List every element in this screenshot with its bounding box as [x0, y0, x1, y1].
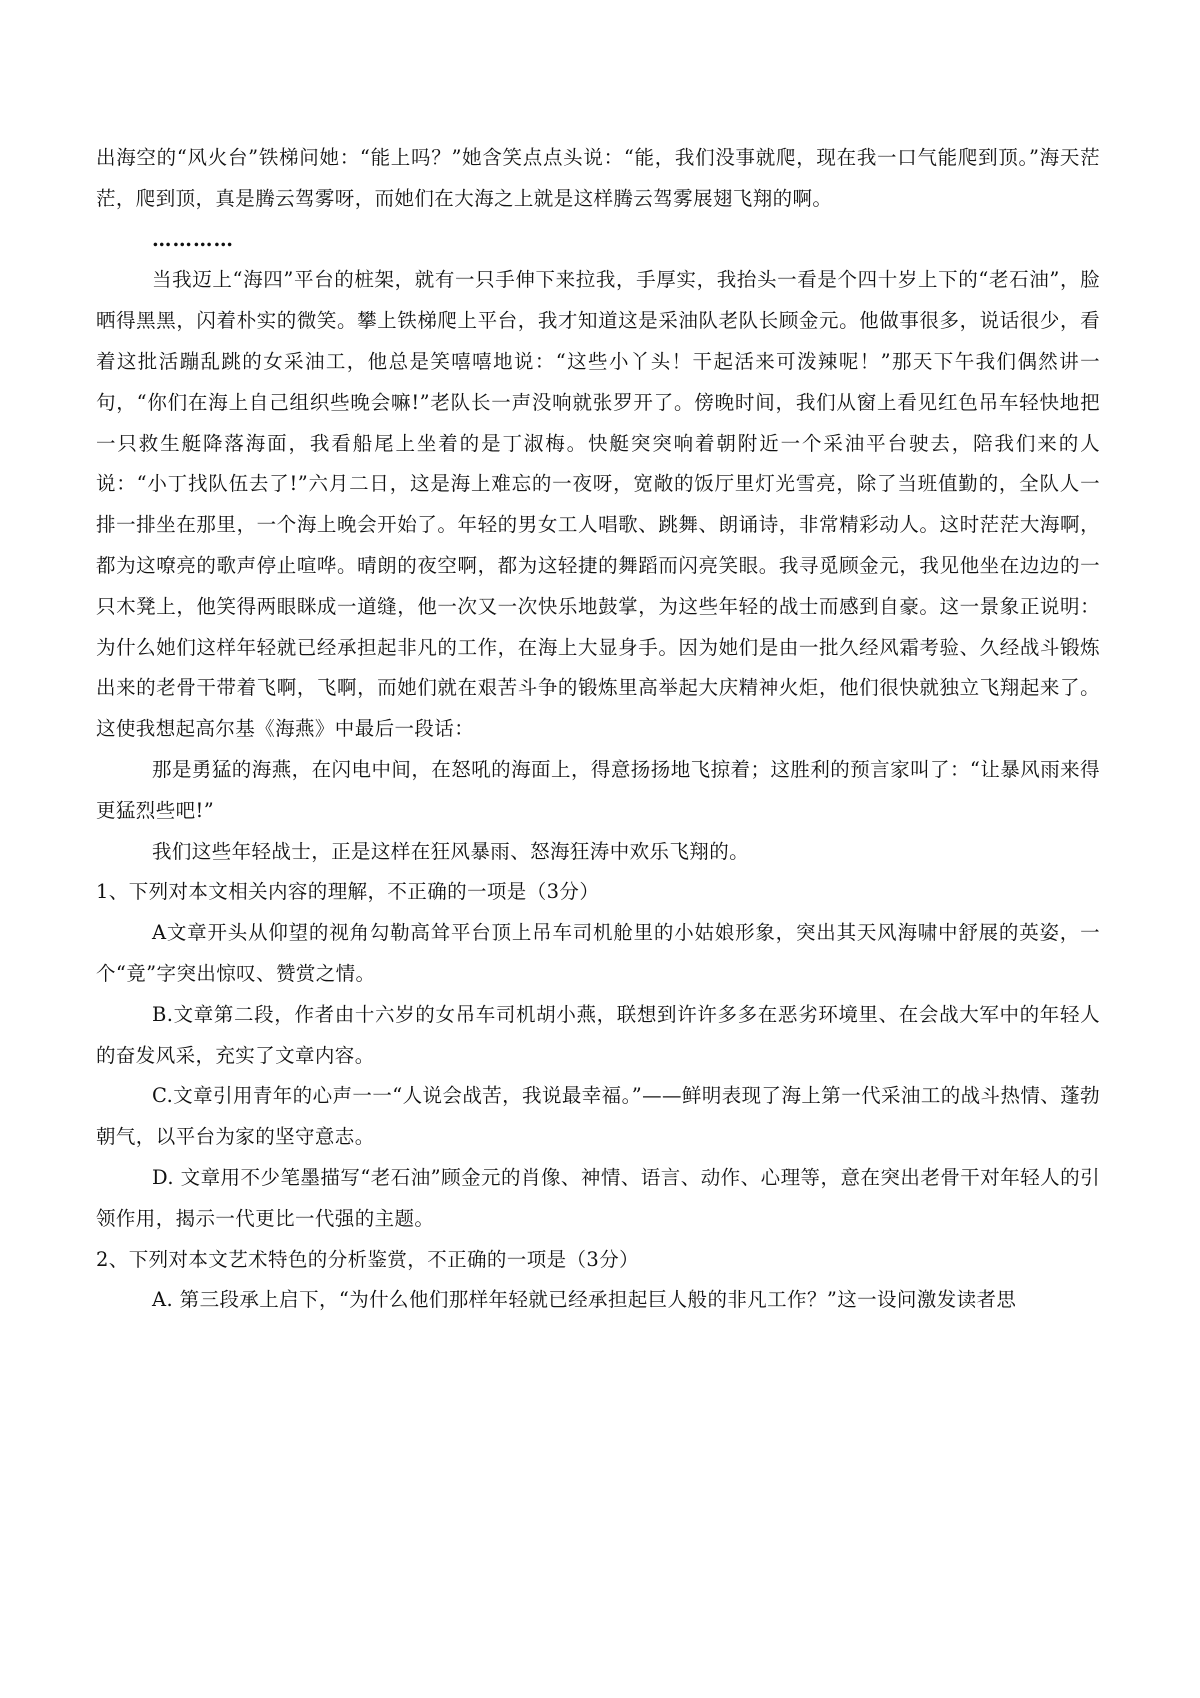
question-1-option-d: D. 文章用不少笔墨描写“老石油”顾金元的肖像、神情、语言、动作、心理等，意在突出老骨干对年轻人的引领作用，揭示一代更比一代强的主题。 [96, 1165, 1100, 1230]
ellipsis-separator: ………… [152, 227, 234, 251]
question-1-option-a: A文章开头从仰望的视角勾勒高耸平台顶上吊车司机舱里的小姑娘形象，突出其天风海啸中舒展的英姿，一个“竟”字突出惊叹、赞赏之情。 [96, 921, 1100, 985]
paragraph-4: 我们这些年轻战士，正是这样在狂风暴雨、怒海狂涛中欢乐飞翔的。 [152, 839, 750, 863]
question-1-option-b: B.文章第二段，作者由十六岁的女吊车司机胡小燕，联想到许许多多在恶劣环境里、在会战大军中的年轻人的奋发风采，充实了文章内容。 [96, 1002, 1100, 1067]
question-2-stem: 2、下列对本文艺术特色的分析鉴赏，不正确的一项是（3分） [96, 1247, 640, 1271]
question-2-option-a: A. 第三段承上启下，“为什么他们那样年轻就已经承担起巨人般的非凡工作？”这一设问激发读者思 [152, 1288, 1017, 1312]
document-page [96, 138, 1100, 1321]
paragraph-1: 出海空的“风火台”铁梯问她：“能上吗？”她含笑点点头说：“能，我们没事就爬，现在我一口气能爬到顶。”海天茫茫，爬到顶，真是腾云驾雾呀，而她们在大海之上就是这样腾云驾雾展翅飞翔的啊。 [96, 146, 1100, 210]
paragraph-3-quote: 那是勇猛的海燕，在闪电中间，在怒吼的海面上，得意扬扬地飞掠着；这胜利的预言家叫了：“让暴风雨来得更猛烈些吧!” [96, 757, 1100, 822]
paragraph-2: 当我迈上“海四”平台的桩架，就有一只手伸下来拉我，手厚实，我抬头一看是个四十岁上下的“老石油”，脸晒得黑黑，闪着朴实的微笑。攀上铁梯爬上平台，我才知道这是采油队老队长顾金元。他做事很多，说话很少，看着这批活蹦乱跳的女采油工，他总是笑嘻嘻地说：“这些小丫头！干起活来可泼辣呢！”那天下午我们偶然讲一句，“你们在海上自己组织些晚会嘛!”老队长一声没响就张罗开了。傍晚时间，我们从窗上看见红色吊车轻快地把一只救生艇降落海面，我看船尾上坐着的是丁淑梅。快艇突突响着朝附近一个采油平台驶去，陪我们来的人说：“小丁找队伍去了!”六月二日，这是海上难忘的一夜呀，宽敞的饭厅里灯光雪亮，除了当班值勤的，全队人一排一排坐在那里，一个海上晚会开始了。年轻的男女工人唱歌、跳舞、朗诵诗，非常精彩动人。这时茫茫大海啊，都为这嘹亮的歌声停止喧哗。晴朗的夜空啊，都为这轻捷的舞蹈而闪亮笑眼。我寻觅顾金元，我见他坐在边边的一只木凳上，他笑得两眼眯成一道缝，他一次又一次快乐地鼓掌，为这些年轻的战士而感到自豪。这一景象正说明：为什么她们这样年轻就已经承担起非凡的工作，在海上大显身手。因为她们是由一批久经风霜考验、久经战斗锻炼出来的老骨干带着飞啊，飞啊，而她们就在艰苦斗争的锻炼里高举起大庆精神火炬，他们很快就独立飞翔起来了。这使我想起高尔基《海燕》中最后一段话： [96, 268, 1100, 741]
question-1-option-c: C.文章引用青年的心声一一“人说会战苦，我说最幸福。”——鲜明表现了海上第一代采油工的战斗热情、蓬勃朝气，以平台为家的坚守意志。 [96, 1084, 1100, 1149]
question-1-stem: 1、下列对本文相关内容的理解，不正确的一项是（3分） [96, 880, 600, 904]
